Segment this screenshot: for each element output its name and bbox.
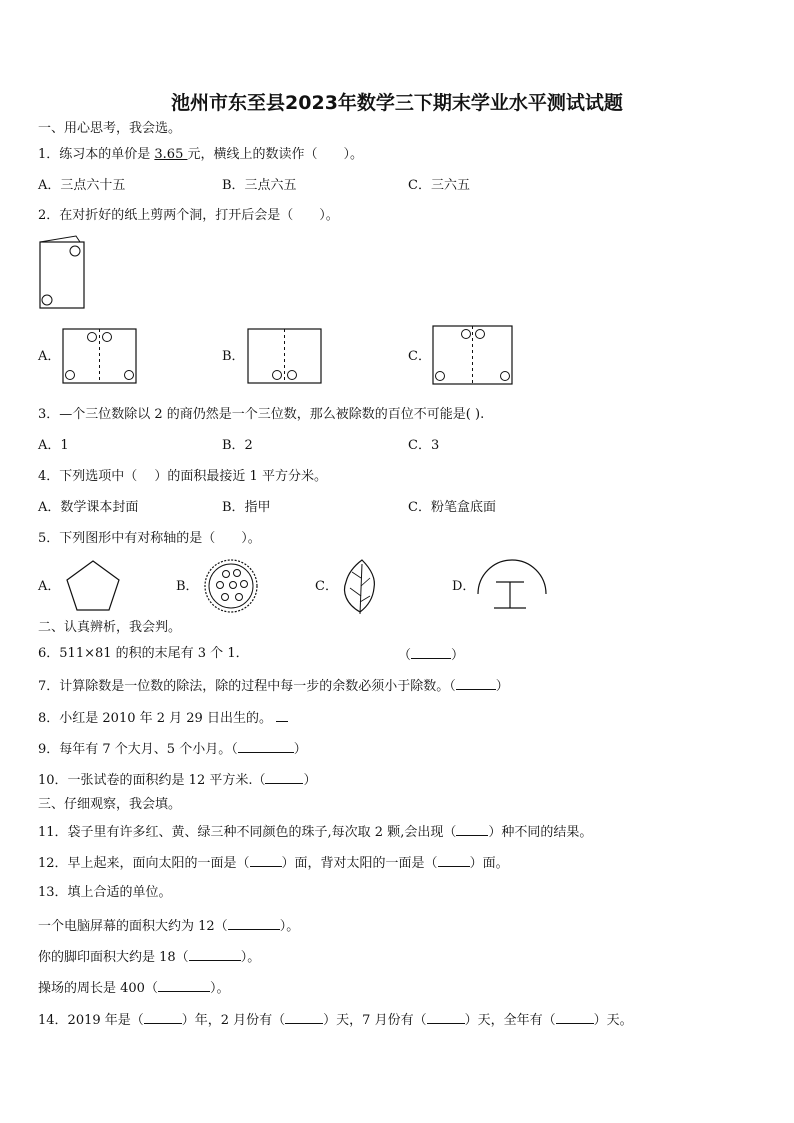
question-2-option-c[interactable]: C．	[408, 349, 431, 364]
cookie-figure	[202, 557, 260, 615]
unfolded-paper-c-figure	[432, 325, 514, 387]
question-7-answer-blank[interactable]	[456, 677, 496, 690]
question-10-text: 10．一张试卷的面积约是 12 平方米.（	[38, 773, 266, 788]
leaf-figure	[338, 556, 382, 616]
question-13: 13．填上合适的单位。	[38, 885, 172, 900]
page-title: 池州市东至县2023年数学三下期末学业水平测试试题	[171, 92, 623, 114]
question-14-blank-1[interactable]	[144, 1011, 182, 1024]
question-2: 2．在对折好的纸上剪两个洞，打开后会是（ ）。	[38, 208, 339, 223]
paren-left: （	[398, 648, 412, 663]
question-3: 3．—个三位数除以 2 的商仍然是一个三位数，那么被除数的百位不可能是( ).	[38, 407, 485, 422]
question-13-line-1	[38, 917, 299, 935]
question-4: 4．下列选项中（ ）的面积最接近 1 平方分米。	[38, 469, 327, 484]
question-12	[38, 854, 509, 872]
question-5-option-a[interactable]: A．	[38, 579, 61, 594]
question-13-blank-1[interactable]	[228, 917, 280, 930]
question-13-line-3	[38, 979, 229, 997]
question-8-answer-blank[interactable]	[276, 709, 288, 722]
question-10-answer-blank[interactable]	[265, 771, 303, 784]
question-12-blank-1[interactable]	[250, 854, 282, 867]
question-13-blank-3[interactable]	[158, 979, 210, 992]
question-1-option-b[interactable]: B．三点六五	[222, 178, 297, 193]
question-5-option-d[interactable]: D．	[452, 579, 476, 594]
question-11	[38, 823, 592, 841]
question-9	[38, 740, 307, 758]
unfolded-paper-b-figure	[247, 328, 323, 386]
question-12-blank-2[interactable]	[438, 854, 470, 867]
question-1-price: 3.65	[154, 147, 188, 162]
question-3-option-a[interactable]: A．1	[38, 438, 69, 453]
question-13-line-3-pre: 操场的周长是 400（	[38, 981, 158, 996]
question-14-part3: ）天，7 月份有（	[323, 1013, 427, 1028]
question-2-option-a[interactable]: A．	[38, 349, 61, 364]
question-12-part2: ）面，背对太阳的一面是（	[281, 856, 438, 871]
question-4-option-b[interactable]: B．指甲	[222, 500, 271, 515]
question-11-post: ）种不同的结果。	[488, 825, 593, 840]
question-11-answer-blank[interactable]	[456, 823, 488, 836]
question-4-option-a[interactable]: A．数学课本封面	[38, 500, 139, 515]
question-8-text: 8．小红是 2010 年 2 月 29 日出生的。	[38, 711, 272, 726]
question-5-option-c[interactable]: C．	[315, 579, 338, 594]
question-7-text: 7．计算除数是一位数的除法，除的过程中每一步的余数必须小于除数。（	[38, 679, 456, 694]
question-3-option-b[interactable]: B．2	[222, 438, 253, 453]
question-13-line-1-pre: 一个电脑屏幕的面积大约为 12（	[38, 919, 228, 934]
question-14-part5: ）天。	[593, 1013, 633, 1028]
question-13-line-2-pre: 你的脚印面积大约是 18（	[38, 950, 189, 965]
question-5-option-b[interactable]: B．	[176, 579, 199, 594]
question-6-answer-blank[interactable]	[398, 646, 464, 664]
question-1-pre: 1．练习本的单价是	[38, 147, 155, 162]
question-12-part1: 12．早上起来，面向太阳的一面是（	[38, 856, 250, 871]
question-10	[38, 771, 317, 789]
question-1	[38, 147, 363, 163]
question-7	[38, 677, 509, 695]
section-heading-1: 一、用心思考，我会选。	[38, 121, 182, 136]
question-11-pre: 11．袋子里有许多红、黄、绿三种不同颜色的珠子,每次取 2 颗,会出现（	[38, 825, 457, 840]
question-14-part2: ）年，2 月份有（	[181, 1013, 286, 1028]
question-13-line-1-post: ）。	[279, 919, 300, 934]
section-heading-3: 三、仔细观察，我会填。	[38, 797, 182, 812]
question-13-line-2	[38, 948, 260, 966]
question-5: 5．下列图形中有对称轴的是（ ）。	[38, 531, 261, 546]
question-13-line-2-post: ）。	[240, 950, 261, 965]
question-1-post: 元，横线上的数读作（ ）。	[187, 147, 363, 162]
question-6: 6．511×81 的积的末尾有 3 个 1．	[38, 646, 249, 661]
pentagon-figure	[64, 558, 122, 614]
section-heading-2: 二、认真辨析，我会判。	[38, 620, 182, 635]
question-9-text: 9．每年有 7 个大月、5 个小月。（	[38, 742, 238, 757]
question-9-answer-blank[interactable]	[238, 740, 294, 753]
paren-right: ）	[451, 648, 465, 663]
question-3-option-c[interactable]: C．3	[408, 438, 440, 453]
question-8	[38, 709, 288, 727]
paren-right: ）	[495, 679, 509, 694]
question-1-option-c[interactable]: C．三六五	[408, 178, 470, 193]
question-14-blank-4[interactable]	[556, 1011, 594, 1024]
arch-figure	[474, 556, 550, 614]
unfolded-paper-a-figure	[62, 328, 138, 386]
question-13-blank-2[interactable]	[189, 948, 241, 961]
folded-paper-figure	[36, 234, 88, 312]
question-12-part3: ）面。	[469, 856, 509, 871]
question-4-option-c[interactable]: C．粉笔盒底面	[408, 500, 496, 515]
question-14-part1: 14．2019 年是（	[38, 1013, 144, 1028]
question-13-line-3-post: ）。	[209, 981, 230, 996]
question-14-blank-3[interactable]	[427, 1011, 465, 1024]
question-2-option-b[interactable]: B．	[222, 349, 245, 364]
question-14-part4: ）天，全年有（	[464, 1013, 556, 1028]
paren-right: ）	[293, 742, 307, 757]
question-1-option-a[interactable]: A．三点六十五	[38, 178, 126, 193]
paren-right: ）	[303, 773, 317, 788]
question-14	[38, 1011, 633, 1029]
question-14-blank-2[interactable]	[285, 1011, 323, 1024]
